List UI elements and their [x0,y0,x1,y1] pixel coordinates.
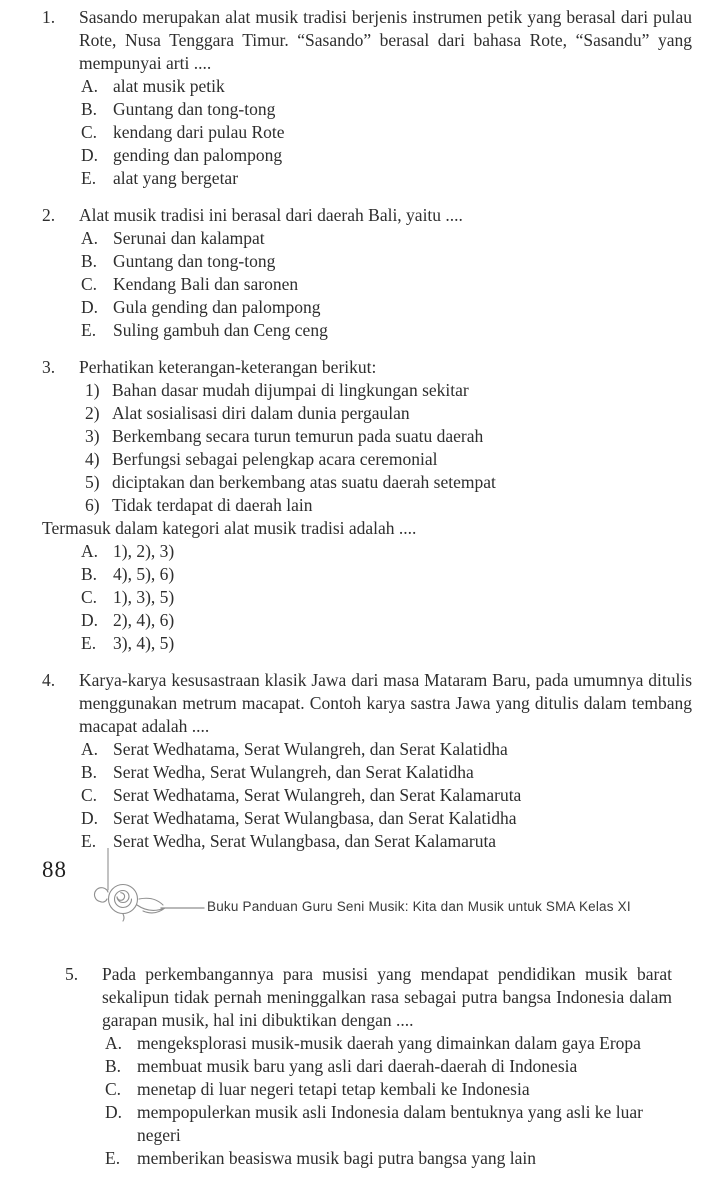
option-text: alat yang bergetar [113,168,239,188]
question-2-number: 2. [42,205,56,225]
question-2-option-c [79,273,692,296]
option-text: Guntang dan tong-tong [113,99,276,119]
question-5-body [102,963,672,1170]
option-text: Serat Wedha, Serat Wulangreh, dan Serat Kalatidha [113,762,474,782]
question-5-number: 5. [65,964,79,984]
option-letter: D. [81,297,99,317]
option-letter: A. [105,1033,123,1053]
footer-page-number: 88 [42,857,67,882]
question-1 [42,6,692,190]
question-5-option-e [102,1147,672,1170]
statement-text: Tidak terdapat di daerah lain [112,495,313,515]
option-text: 3), 4), 5) [113,633,175,653]
statement-number: 4) [85,449,100,469]
option-text: 2), 4), 6) [113,610,175,630]
statement-item-5 [79,471,692,494]
question-3-option-b [79,563,692,586]
statement-text: Berfungsi sebagai pelengkap acara ceremonial [112,449,438,469]
statement-text: diciptakan dan berkembang atas suatu daerah setempat [112,472,496,492]
statement-number: 5) [85,472,100,492]
option-letter: A. [81,739,99,759]
question-5-option-d [102,1101,672,1147]
question-2-option-d [79,296,692,319]
question-4-option-c [79,784,692,807]
question-2-option-b [79,250,692,273]
question-4-option-d [79,807,692,830]
option-letter: E. [105,1148,121,1168]
option-text: mempopulerkan musik asli Indonesia dalam bentuknya yang asli ke luar negeri [137,1102,643,1145]
option-text: membuat musik baru yang asli dari daerah-daerah di Indonesia [137,1056,578,1076]
statement-number: 6) [85,495,100,515]
statement-item-3 [79,425,692,448]
question-1-option-a [79,75,692,98]
question-2-body [79,204,692,342]
option-letter: E. [81,633,97,653]
statement-text: Bahan dasar mudah dijumpai di lingkungan sekitar [112,380,469,400]
question-3-text: Perhatikan keterangan-keterangan berikut: [79,357,377,377]
question-4-option-a [79,738,692,761]
option-text: gending dan palompong [113,145,283,165]
option-text: Serunai dan kalampat [113,228,265,248]
question-1-option-c [79,121,692,144]
question-5-text: Pada perkembangannya para musisi yang mendapat pendidikan musik barat sekalipun tidak pernah meninggalkan rasa sebagai putra bangsa Indonesia dalam garapan musik, hal ini dibuktikan dengan .... [102,964,672,1030]
option-letter: B. [81,251,98,271]
question-3-option-e [79,632,692,655]
question-1-text: Sasando merupakan alat musik tradisi berjenis instrumen petik yang berasal dari pulau Rote, Nusa Tenggara Timur. “Sasando” berasal dari bahasa Rote, “Sasandu” yang mempunyai arti .... [79,7,692,73]
question-3-option-d [79,609,692,632]
question-3-number: 3. [42,357,56,377]
question-1-body [79,6,692,190]
option-letter: A. [81,76,99,96]
option-letter: C. [81,122,98,142]
question-2-option-a [79,227,692,250]
question-4-text: Karya-karya kesusastraan klasik Jawa dari masa Mataram Baru, pada umumnya ditulis menggunakan metrum macapat. Contoh karya sastra Jawa yang ditulis dalam tembang macapat adalah .... [79,670,692,736]
option-letter: C. [81,274,98,294]
option-text: Serat Wedha, Serat Wulangbasa, dan Serat Kalamaruta [113,831,497,851]
option-letter: B. [81,99,98,119]
option-text: Serat Wedhatama, Serat Wulangbasa, dan Serat Kalatidha [113,808,517,828]
option-letter: D. [81,610,99,630]
question-4-option-b [79,761,692,784]
option-letter: B. [105,1056,122,1076]
option-letter: E. [81,320,97,340]
question-3 [42,356,692,655]
question-5 [65,963,672,1170]
question-1-number: 1. [42,7,56,27]
option-letter: C. [81,785,98,805]
question-1-option-b [79,98,692,121]
option-letter: D. [81,808,99,828]
question-3-closing-text: Termasuk dalam kategori alat musik tradisi adalah .... [42,518,417,538]
question-4 [42,669,692,853]
statement-item-1 [79,379,692,402]
option-letter: C. [105,1079,122,1099]
option-letter: E. [81,831,97,851]
statement-number: 1) [85,380,100,400]
option-text: memberikan beasiswa musik bagi putra bangsa yang lain [137,1148,536,1168]
flourish-icon [82,848,207,922]
option-letter: E. [81,168,97,188]
statement-item-4 [79,448,692,471]
question-3-body [42,356,692,655]
option-text: Gula gending dan palompong [113,297,321,317]
option-text: Suling gambuh dan Ceng ceng [113,320,328,340]
option-text: kendang dari pulau Rote [113,122,285,142]
option-text: 1), 2), 3) [113,541,175,561]
question-1-option-d [79,144,692,167]
option-text: menetap di luar negeri tetapi tetap kembali ke Indonesia [137,1079,530,1099]
statement-item-6 [79,494,692,517]
question-3-option-a [79,540,692,563]
statement-number: 3) [85,426,100,446]
option-letter: B. [81,762,98,782]
question-1-option-e [79,167,692,190]
question-3-statement-list [79,379,692,517]
question-3-option-c [79,586,692,609]
option-letter: D. [105,1102,123,1122]
option-letter: A. [81,228,99,248]
page-89-question-block [65,963,672,1184]
option-letter: B. [81,564,98,584]
option-text: alat musik petik [113,76,225,96]
option-text: Guntang dan tong-tong [113,251,276,271]
option-letter: D. [81,145,99,165]
option-text: Kendang Bali dan saronen [113,274,299,294]
statement-text: Berkembang secara turun temurun pada suatu daerah [112,426,484,446]
question-4-body [79,669,692,853]
question-5-option-c [102,1078,672,1101]
page-88-question-block [42,6,692,867]
option-letter: C. [81,587,98,607]
question-5-option-b [102,1055,672,1078]
option-text: 4), 5), 6) [113,564,175,584]
statement-text: Alat sosialisasi diri dalam dunia pergaulan [112,403,410,423]
statement-item-2 [79,402,692,425]
question-5-option-a [102,1032,672,1055]
question-2-option-e [79,319,692,342]
option-text: 1), 3), 5) [113,587,175,607]
option-text: Serat Wedhatama, Serat Wulangreh, dan Serat Kalamaruta [113,785,522,805]
statement-number: 2) [85,403,100,423]
option-letter: A. [81,541,99,561]
question-2 [42,204,692,342]
footer-book-title: Buku Panduan Guru Seni Musik: Kita dan Musik untuk SMA Kelas XI [207,899,631,914]
option-text: Serat Wedhatama, Serat Wulangreh, dan Serat Kalatidha [113,739,508,759]
question-4-number: 4. [42,670,56,690]
question-2-text: Alat musik tradisi ini berasal dari daerah Bali, yaitu .... [79,205,463,225]
option-text: mengeksplorasi musik-musik daerah yang dimainkan dalam gaya Eropa [137,1033,641,1053]
